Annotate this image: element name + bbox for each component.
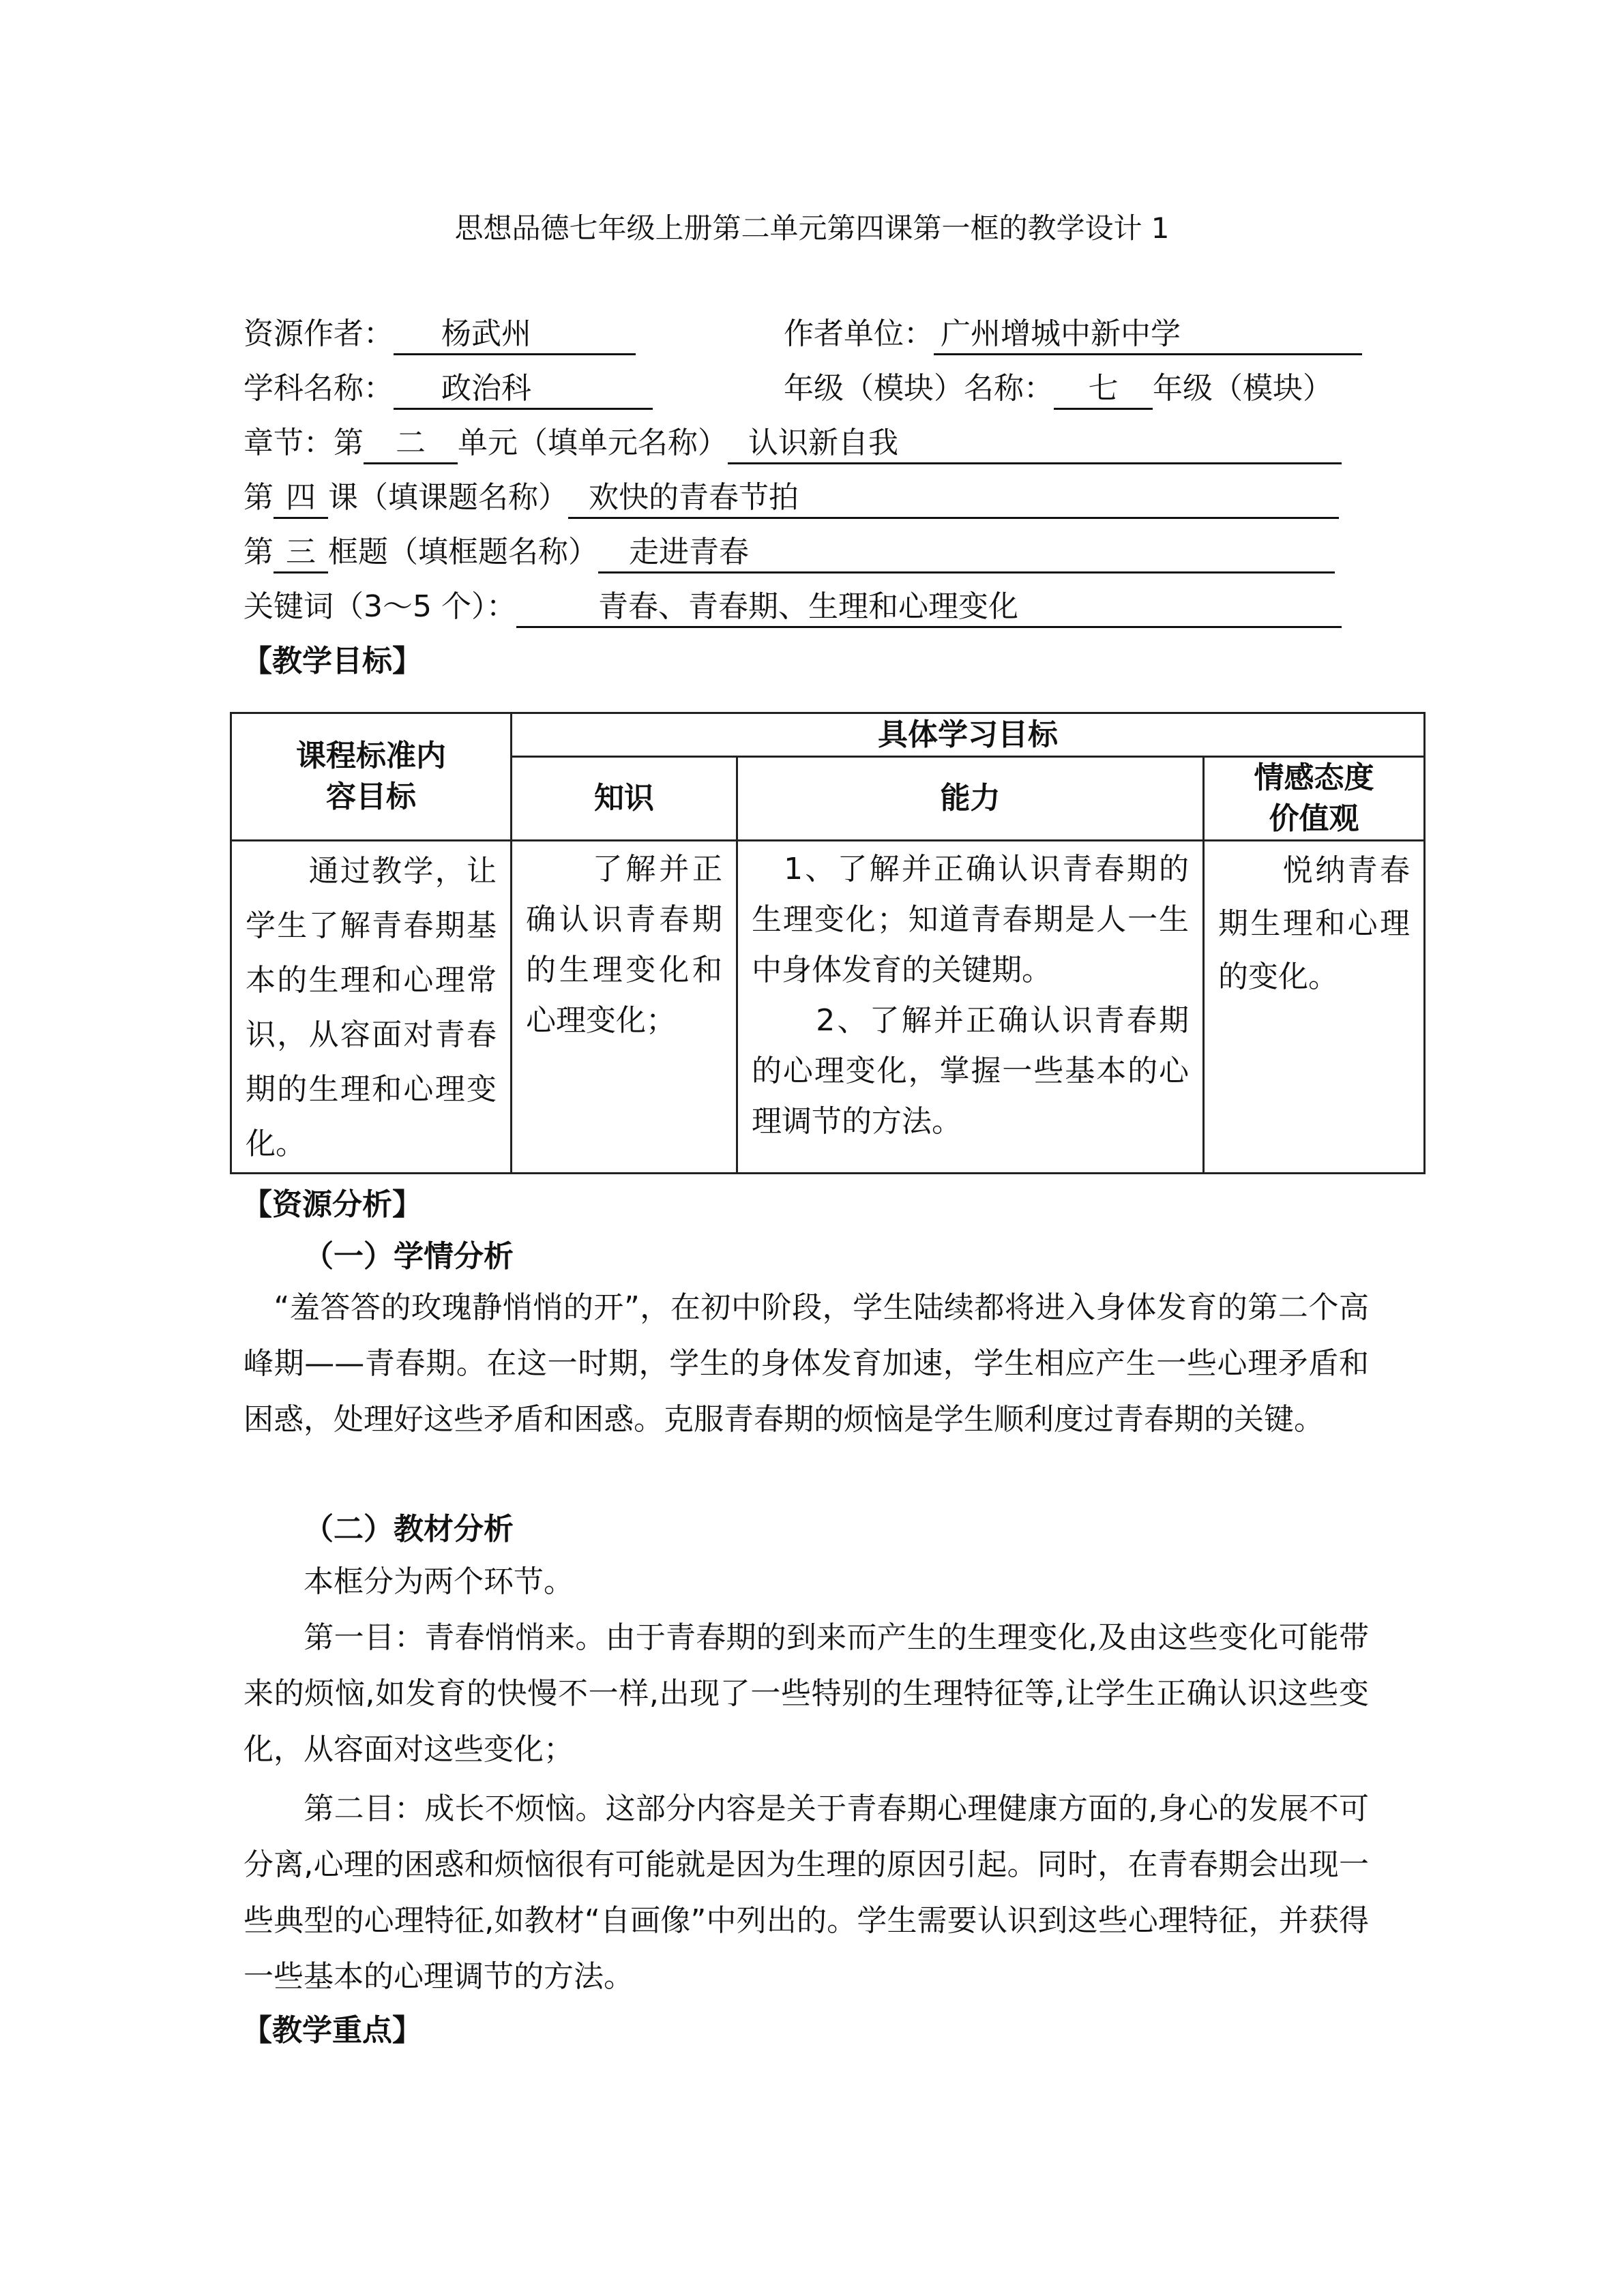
resource-analysis-heading: 【资源分析】 <box>242 1187 422 1222</box>
frame-prefix: 第 <box>243 535 274 569</box>
cell-standard: 通过教学，让学生了解青春期基本的生理和心理常识，从容面对青春期的生理和心理变化。 <box>231 841 512 1174</box>
chapter-name: 认识新自我 <box>728 424 1342 464</box>
unit-row <box>784 310 1362 358</box>
lesson-name: 欢快的青春节拍 <box>568 479 1339 519</box>
author-row <box>243 310 636 358</box>
header-emotion: 情感态度价值观 <box>1204 757 1425 841</box>
student-analysis-text: “羞答答的玫瑰静悄悄的开”，在初中阶段，学生陆续都将进入身体发育的第二个高峰期——青春期。在这一时期，学生的身体发育加速，学生相应产生一些心理矛盾和困惑，处理好这些矛盾和困惑。克服青春期的烦恼是学生顺利度过青春期的关键。 <box>243 1290 1369 1437</box>
ability-item-1: 1、了解并正确认识青春期的生理变化；知道青春期是人一生中身体发育的关键期。 <box>752 852 1189 987</box>
lesson-prefix: 第 <box>243 480 274 515</box>
grade-label: 年级（模块）名称： <box>784 371 1054 406</box>
subject-row <box>243 365 653 413</box>
chapter-prefix: 章节：第 <box>243 426 364 460</box>
document-title: 思想品德七年级上册第二单元第四课第一框的教学设计 1 <box>454 211 1170 245</box>
material-intro: 本框分为两个环节。 <box>243 1564 574 1599</box>
frame-number: 三 <box>274 533 328 573</box>
frame-name: 走进青春 <box>598 533 1335 573</box>
table-header-row-1 <box>231 713 1425 757</box>
cell-ability <box>737 841 1204 1174</box>
chapter-mid: 单元（填单元名称） <box>458 426 728 460</box>
frame-row <box>243 528 1335 576</box>
header-ability: 能力 <box>737 757 1204 841</box>
goals-table <box>230 712 1426 1174</box>
chapter-row <box>243 419 1342 467</box>
grade-row <box>784 365 1333 413</box>
header-specific: 具体学习目标 <box>512 713 1425 757</box>
chapter-number: 二 <box>364 424 458 464</box>
lesson-number: 四 <box>274 479 328 519</box>
lesson-row <box>243 474 1339 522</box>
keywords-label: 关键词（3～5 个）： <box>243 589 516 624</box>
author-label: 资源作者： <box>243 316 394 351</box>
unit-label: 作者单位： <box>784 316 934 351</box>
grade-value: 七 <box>1054 370 1153 410</box>
table-body-row <box>231 841 1425 1174</box>
material-analysis-heading: （二）教材分析 <box>304 1512 514 1547</box>
teaching-focus-heading: 【教学重点】 <box>242 2013 422 2048</box>
subject-value: 政治科 <box>394 370 653 410</box>
cell-knowledge: 了解并正确认识青春期的生理变化和心理变化； <box>512 841 737 1174</box>
unit-value: 广州增城中新中学 <box>934 315 1362 355</box>
subject-label: 学科名称： <box>243 371 394 406</box>
header-knowledge: 知识 <box>512 757 737 841</box>
keywords-value: 青春、青春期、生理和心理变化 <box>516 588 1342 628</box>
ability-item-2: 2、了解并正确认识青春期的心理变化，掌握一些基本的心理调节的方法。 <box>752 1003 1189 1139</box>
cell-emotion: 悦纳青春期生理和心理的变化。 <box>1204 841 1425 1174</box>
frame-mid: 框题（填框题名称） <box>328 535 598 569</box>
teaching-goals-heading: 【教学目标】 <box>242 644 422 679</box>
grade-suffix: 年级（模块） <box>1153 371 1333 406</box>
material-paragraph-2: 第二目：成长不烦恼。这部分内容是关于青春期心理健康方面的,身心的发展不可分离,心理的困惑和烦恼很有可能就是因为生理的原因引起。同时，在青春期会出现一些典型的心理特征,如教材“自画像”中列出的。学生需要认识到这些心理特征，并获得一些基本的心理调节的方法。 <box>243 1791 1369 1994</box>
material-paragraph-1: 第一目：青春悄悄来。由于青春期的到来而产生的生理变化,及由这些变化可能带来的烦恼,如发育的快慢不一样,出现了一些特别的生理特征等,让学生正确认识这些变化，从容面对这些变化； <box>243 1620 1369 1767</box>
student-analysis-heading: （一）学情分析 <box>304 1239 514 1274</box>
lesson-mid: 课（填课题名称） <box>328 480 568 515</box>
keywords-row <box>243 583 1342 631</box>
author-value: 杨武州 <box>394 315 636 355</box>
header-standard: 课程标准内容目标 <box>231 713 512 841</box>
